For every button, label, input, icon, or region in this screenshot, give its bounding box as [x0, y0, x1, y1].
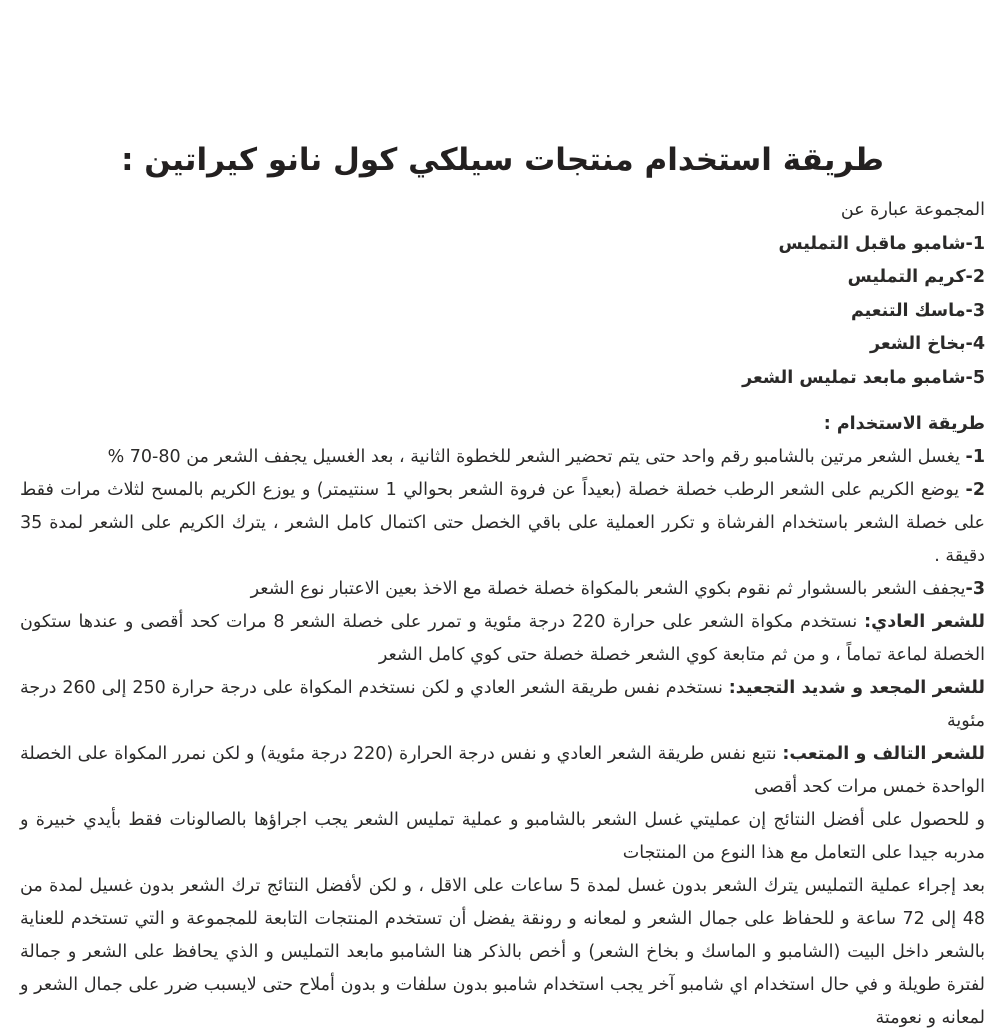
product-group-section — [20, 194, 985, 395]
paragraph-aftercare-text: بعد إجراء عملية التمليس يترك الشعر بدون غسل لمدة 5 ساعات على الاقل ، و لكن لأفضل النتائج ترك الشعر بدون غسيل لمدة من 48 إلى 72 ساعة و للحفاظ على جمال الشعر و لمعانه و رونقة يفضل أن تستخدم المنتجات التابعة للمجموعة و التي تستخدم للعناية بالشعر داخل البيت (الشامبو و الماسك و بخاخ الشعر) و أخص بالذكر هنا الشامبو مابعد التمليس و الذي يحافظ على الشعر و جمالة لفترة طويلة و في حال استخدام اي شامبو آخر يجب استخدام شامبو بدون سلفات و بدون أملاح حتى لايسبب ضرر على جمال الشعر و لمعانه و نعومتة — [20, 876, 985, 1028]
paragraph-2-lead: 2- — [965, 480, 985, 500]
product-list-item-3: 3-ماسك التنعيم — [850, 300, 985, 321]
paragraph-3-text: يجفف الشعر بالسشوار ثم نقوم بكوي الشعر بالمكواة خصلة خصلة مع الاخذ بعين الاعتبار نوع الشعر — [250, 579, 966, 599]
usage-paragraph-curly-hair — [20, 672, 985, 738]
page-title: طريقة استخدام منتجات سيلكي كول نانو كيراتين : — [121, 142, 884, 178]
product-list-item-1: 1-شامبو ماقبل التمليس — [778, 233, 985, 254]
usage-paragraph-1 — [20, 441, 985, 474]
usage-heading: طريقة الاستخدام : — [823, 414, 985, 434]
paragraph-damaged-hair-text: نتبع نفس طريقة الشعر العادي و نفس درجة الحرارة (220 درجة مئوية) و لكن نمرر المكواة على الخصلة الواحدة خمس مرات كحد أقصى — [20, 744, 985, 797]
product-list-item-2: 2-كريم التمليس — [847, 267, 985, 287]
paragraph-1-lead: 1- — [965, 447, 985, 467]
paragraph-salon-note-text: و للحصول على أفضل النتائج إن عمليتي غسل الشعر بالشامبو و عملية تمليس الشعر يجب اجراؤها بالصالونات فقط بأيدي خبيرة و مدربه جيدا على التعامل مع هذا النوع من المنتجات — [20, 810, 985, 863]
paragraph-normal-hair-lead: للشعر العادي: — [864, 612, 985, 632]
paragraph-1-text: يغسل الشعر مرتين بالشامبو رقم واحد حتى يتم تحضير الشعر للخطوة الثانية ، بعد الغسيل يجفف الشعر من 80-70 % — [107, 447, 966, 467]
product-list-item-5: 5-شامبو مابعد تمليس الشعر — [742, 367, 985, 388]
paragraph-curly-hair-lead: للشعر المجعد و شديد التجعيد: — [728, 678, 986, 698]
paragraph-damaged-hair-lead: للشعر التالف و المتعب: — [782, 744, 985, 764]
paragraph-curly-hair-text: نستخدم نفس طريقة الشعر العادي و لكن نستخدم المكواة على درجة حرارة 250 إلى 260 درجة مئوية — [20, 678, 985, 731]
paragraph-normal-hair-text: نستخدم مكواة الشعر على حرارة 220 درجة مئوية و تمرر على خصلة الشعر 8 مرات كحد أقصى و عندها ستكون الخصلة لماعة تماماً ، و من ثم متابعة كوي الشعر خصلة خصلة حتى كوي كامل الشعر — [20, 612, 985, 665]
paragraph-3-lead: 3- — [965, 579, 985, 599]
usage-paragraph-normal-hair — [20, 606, 985, 672]
usage-paragraph-damaged-hair — [20, 738, 985, 804]
usage-paragraph-3 — [20, 573, 985, 606]
usage-section — [20, 408, 985, 1035]
usage-paragraph-salon-note — [20, 804, 985, 870]
group-intro-label: المجموعة عبارة عن — [840, 200, 985, 220]
usage-paragraph-aftercare — [20, 870, 985, 1035]
usage-paragraph-2 — [20, 474, 985, 573]
paragraph-2-text: يوضع الكريم على الشعر الرطب خصلة خصلة (بعيداً عن فروة الشعر بحوالي 1 سنتيمتر) و يوزع الكريم بالمسح لثلاث مرات فقط على خصلة الشعر باستخدام الفرشاة و تكرر العملية على باقي الخصل حتى اكتمال كامل الشعر ، يترك الكريم على الشعر لمدة 35 دقيقة . — [20, 480, 985, 566]
product-list-item-4: 4-بخاخ الشعر — [869, 334, 985, 354]
